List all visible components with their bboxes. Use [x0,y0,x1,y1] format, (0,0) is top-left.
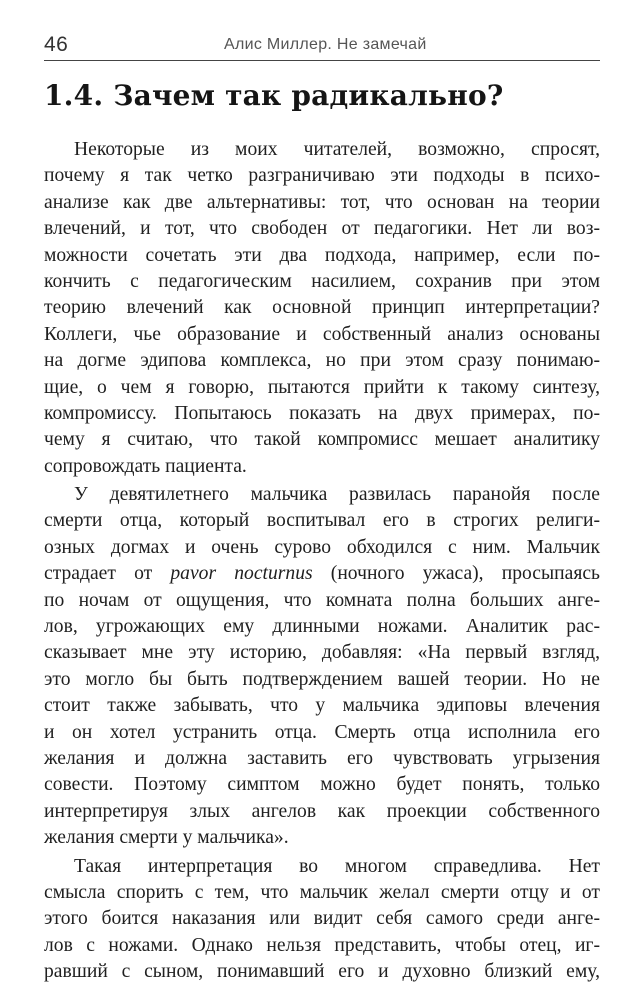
text-line: лов, угрожающих ему длинными ножами. Аналитик рас- [44,616,600,638]
page-number: 46 [44,33,69,56]
text-line: У девятилетнего мальчика развилась паранойя после [74,484,600,506]
text-line: анализе как две альтернативы: тот, что основан на теории [44,191,600,213]
text-line: влечений, и тот, что свободен от педагогики. Нет ли воз- [44,218,600,240]
section-title: 1.4. Зачем так радикально? [44,79,504,112]
text-segment: (ночного ужаса), просыпаясь [330,563,600,585]
text-line: Некоторые из моих читателей, возможно, спросят, [74,139,600,160]
text-line: это могло бы быть подтверждением вашей теории. Но не [44,668,600,690]
text-line: сопровождать пациента. [44,455,247,477]
text-line: компромиссу. Попытаюсь показать на двух примерах, по- [44,402,600,424]
text-line: желания смерти у мальчика». [44,827,289,849]
text-line: щие, о чем я говорю, пытаются прийти к такому синтезу, [44,376,600,398]
text-line: по ночам от ощущения, что комната полна больших анге- [44,589,600,611]
text-line: этого боится наказания или видит себя самого среди анге- [44,908,600,930]
text-line: можности сочетать эти два подхода, например, если по- [44,244,600,266]
text-line: озных догмах и очень сурово обходился с ним. Мальчик [44,536,600,558]
text-line: стоит также забывать, что у мальчика эдиповы влечения [44,695,600,717]
text-line: интерпретируя злых ангелов как проекции собственного [44,800,600,822]
text-line: Такая интерпретация во многом справедлива. Нет [74,855,600,877]
paragraph-2 [44,482,600,851]
text-line: чему я считаю, что такой компромисс мешает аналитику [44,429,600,451]
text-line: и он хотел устранить отца. Смерть отца исполнила его [44,721,600,743]
text-line: Коллеги, чье образование и собственный анализ основаны [44,323,600,345]
latin-term: pavor nocturnus [170,563,313,585]
text-segment: страдает от [44,563,153,585]
text-line: смысла спорить с тем, что мальчик желал смерти отцу и от [44,881,600,903]
text-line: желания и должна заставить его чувствовать угрызения [44,747,600,769]
text-line: смерти отца, который воспитывал его в строгих религи- [44,510,600,532]
paragraph-3 [44,854,600,986]
text-line: теорию влечений как основной принцип интерпретации? [44,297,600,319]
running-head [44,33,600,61]
body-text [44,137,600,986]
header-rule [44,60,600,61]
text-line: совести. Поэтому симптом можно будет понять, только [44,774,600,796]
text-line: на догме эдипова комплекса, но при этом сразу понимаю- [44,350,600,372]
text-line-mixed [44,561,600,587]
paragraph-1 [44,137,600,480]
text-line: равший с сыном, понимавший его и духовно близкий ему, [44,961,600,983]
text-line: сказывает мне эту историю, добавляя: «На первый взгляд, [44,642,600,664]
text-line: почему я так четко разграничиваю эти подходы в психо- [44,165,600,187]
text-line: кончить с педагогическим насилием, сохранив при этом [44,270,600,292]
running-head-title: Алис Миллер. Не замечай [224,36,427,53]
text-line: лов с ножами. Однако нельзя представить, чтобы отец, иг- [44,934,600,956]
